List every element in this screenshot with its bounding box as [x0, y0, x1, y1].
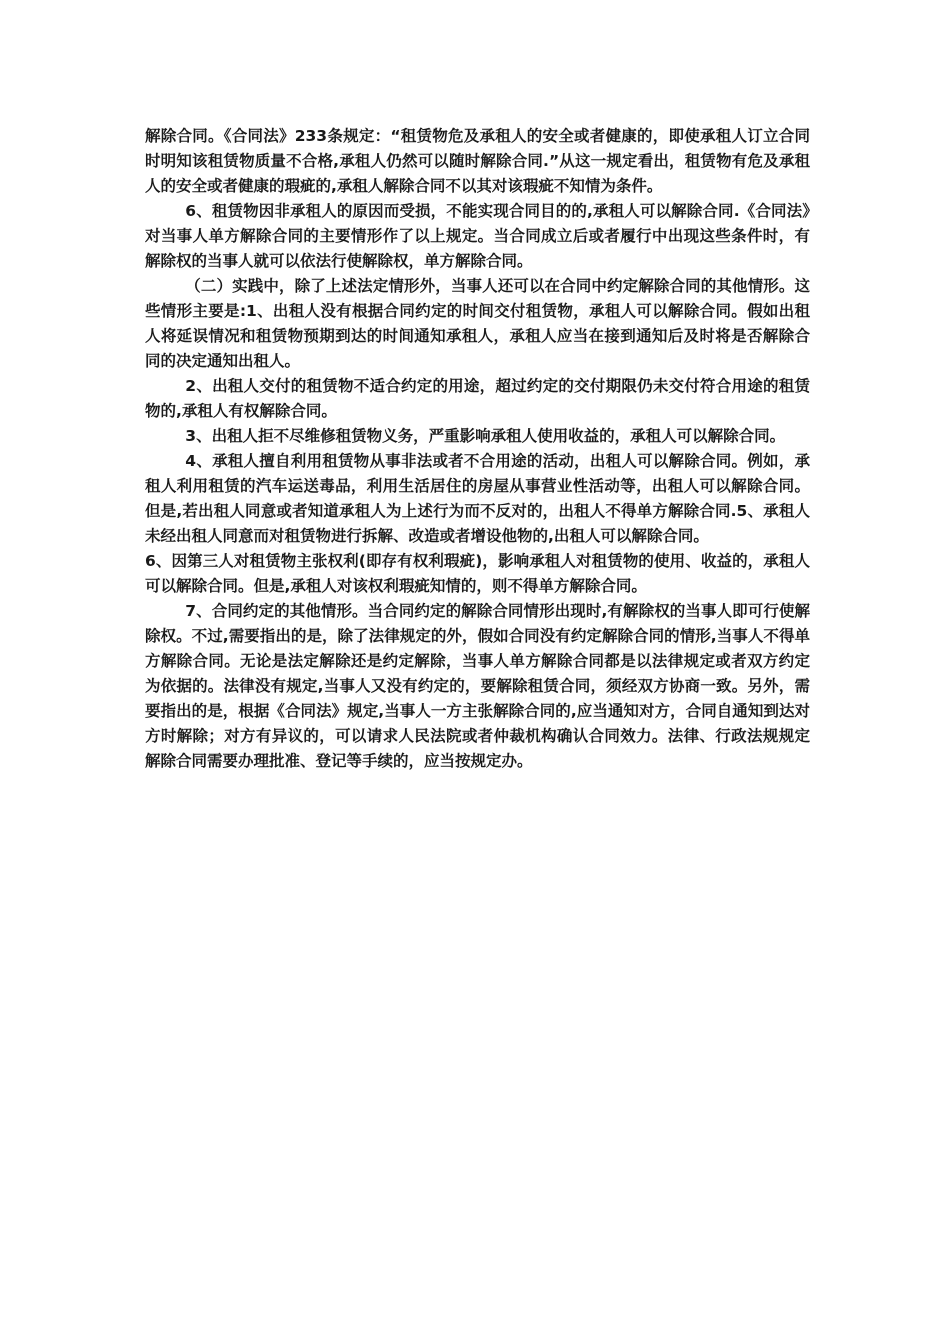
paragraph-6: 4、承租人擅自利用租赁物从事非法或者不合用途的活动，出租人可以解除合同。例如，承租人利用租赁的汽车运送毒品，利用生活居住的房屋从事营业性活动等，出租人可以解除合同。但是,若出租人同意或者知道承租人为上述行为而不反对的，出租人不得单方解除合同.5、承租人未经出租人同意而对租赁物进行拆解、改造或者增设他物的,出租人可以解除合同。	[145, 452, 810, 545]
document-body	[145, 124, 810, 774]
paragraph-7: 6、因第三人对租赁物主张权利(即存有权利瑕疵)，影响承租人对租赁物的使用、收益的，承租人可以解除合同。但是,承租人对该权利瑕疵知情的，则不得单方解除合同。	[145, 552, 810, 595]
paragraph-5: 3、出租人拒不尽维修租赁物义务，严重影响承租人使用收益的，承租人可以解除合同。	[185, 427, 786, 445]
paragraph-3: （二）实践中，除了上述法定情形外，当事人还可以在合同中约定解除合同的其他情形。这些情形主要是:1、出租人没有根据合同约定的时间交付租赁物，承租人可以解除合同。假如出租人将延误情况和租赁物预期到达的时间通知承租人，承租人应当在接到通知后及时将是否解除合同的决定通知出租人。	[145, 277, 810, 370]
paragraph-8: 7、合同约定的其他情形。当合同约定的解除合同情形出现时,有解除权的当事人即可行使解除权。不过,需要指出的是，除了法律规定的外，假如合同没有约定解除合同的情形,当事人不得单方解除合同。无论是法定解除还是约定解除，当事人单方解除合同都是以法律规定或者双方约定为依据的。法律没有规定,当事人又没有约定的，要解除租赁合同，须经双方协商一致。另外，需要指出的是，根据《合同法》规定,当事人一方主张解除合同的,应当通知对方，合同自通知到达对方时解除；对方有异议的，可以请求人民法院或者仲裁机构确认合同效力。法律、行政法规规定解除合同需要办理批准、登记等手续的，应当按规定办。	[145, 602, 810, 770]
paragraph-1: 解除合同。《合同法》233条规定：“租赁物危及承租人的安全或者健康的，即使承租人订立合同时明知该租赁物质量不合格,承租人仍然可以随时解除合同.”从这一规定看出，租赁物有危及承租人的安全或者健康的瑕疵的,承租人解除合同不以其对该瑕疵不知情为条件。	[145, 127, 810, 195]
paragraph-2: 6、租赁物因非承租人的原因而受损，不能实现合同目的的,承租人可以解除合同.《合同法》对当事人单方解除合同的主要情形作了以上规定。当合同成立后或者履行中出现这些条件时，有解除权的当事人就可以依法行使解除权，单方解除合同。	[145, 202, 810, 270]
paragraph-4: 2、出租人交付的租赁物不适合约定的用途，超过约定的交付期限仍未交付符合用途的租赁物的,承租人有权解除合同。	[145, 377, 810, 420]
